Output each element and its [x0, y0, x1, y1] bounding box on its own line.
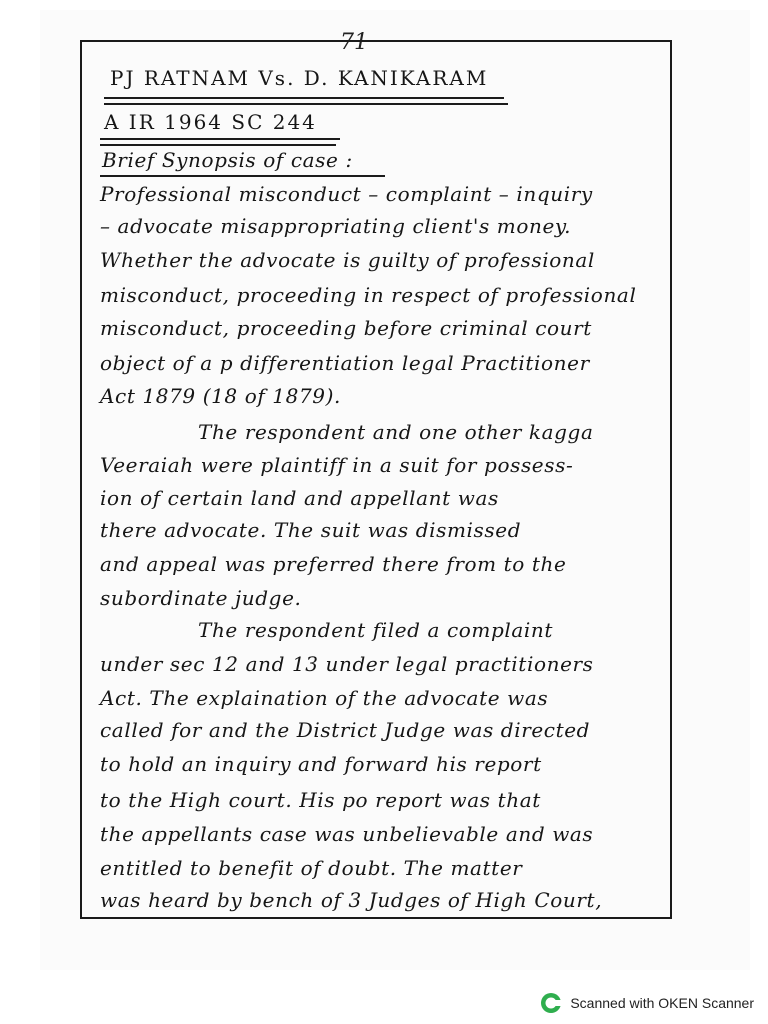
body-line: ion of certain land and appellant was — [100, 486, 499, 510]
body-line: the appellants case was unbelievable and was — [100, 822, 594, 846]
body-line: was heard by bench of 3 Judges of High Court, — [100, 888, 603, 912]
citation-underline-2 — [100, 144, 336, 146]
body-line: under sec 12 and 13 under legal practitioners — [100, 652, 594, 676]
citation: A IR 1964 SC 244 — [104, 110, 317, 134]
body-line: subordinate judge. — [100, 586, 302, 610]
body-line: Act. The explaination of the advocate was — [100, 686, 549, 710]
oken-scanner-logo-icon — [540, 992, 562, 1014]
body-line: object of a p differentiation legal Practitioner — [100, 351, 590, 375]
body-line: called for and the District Judge was directed — [100, 718, 591, 742]
scanner-text: Scanned with OKEN Scanner — [570, 995, 754, 1011]
page-number: 71 — [340, 30, 368, 55]
body-line: Act 1879 (18 of 1879). — [100, 384, 341, 408]
body-line: there advocate. The suit was dismissed — [100, 518, 522, 542]
body-line: The respondent and one other kagga — [198, 420, 594, 444]
body-line: The respondent filed a complaint — [198, 618, 554, 642]
citation-underline-1 — [100, 138, 340, 140]
body-line: Whether the advocate is guilty of professional — [100, 248, 595, 272]
heading-underline — [100, 175, 385, 177]
synopsis-heading: Brief Synopsis of case : — [102, 148, 353, 172]
case-title: PJ RATNAM Vs. D. KANIKARAM — [110, 66, 489, 90]
body-line: misconduct, proceeding in respect of professional — [100, 283, 637, 307]
body-line: to hold an inquiry and forward his report — [100, 752, 542, 776]
body-line: – advocate misappropriating client's money. — [100, 214, 572, 238]
body-line: Veeraiah were plaintiff in a suit for possess- — [100, 453, 574, 477]
body-line: to the High court. His po report was that — [100, 788, 541, 812]
body-line: Professional misconduct – complaint – inquiry — [100, 182, 593, 206]
body-line: and appeal was preferred there from to the — [100, 552, 567, 576]
scanner-watermark — [540, 992, 754, 1014]
title-underline-2 — [104, 103, 508, 105]
body-line: entitled to benefit of doubt. The matter — [100, 856, 523, 880]
title-underline-1 — [104, 97, 504, 99]
body-line: misconduct, proceeding before criminal court — [100, 316, 592, 340]
